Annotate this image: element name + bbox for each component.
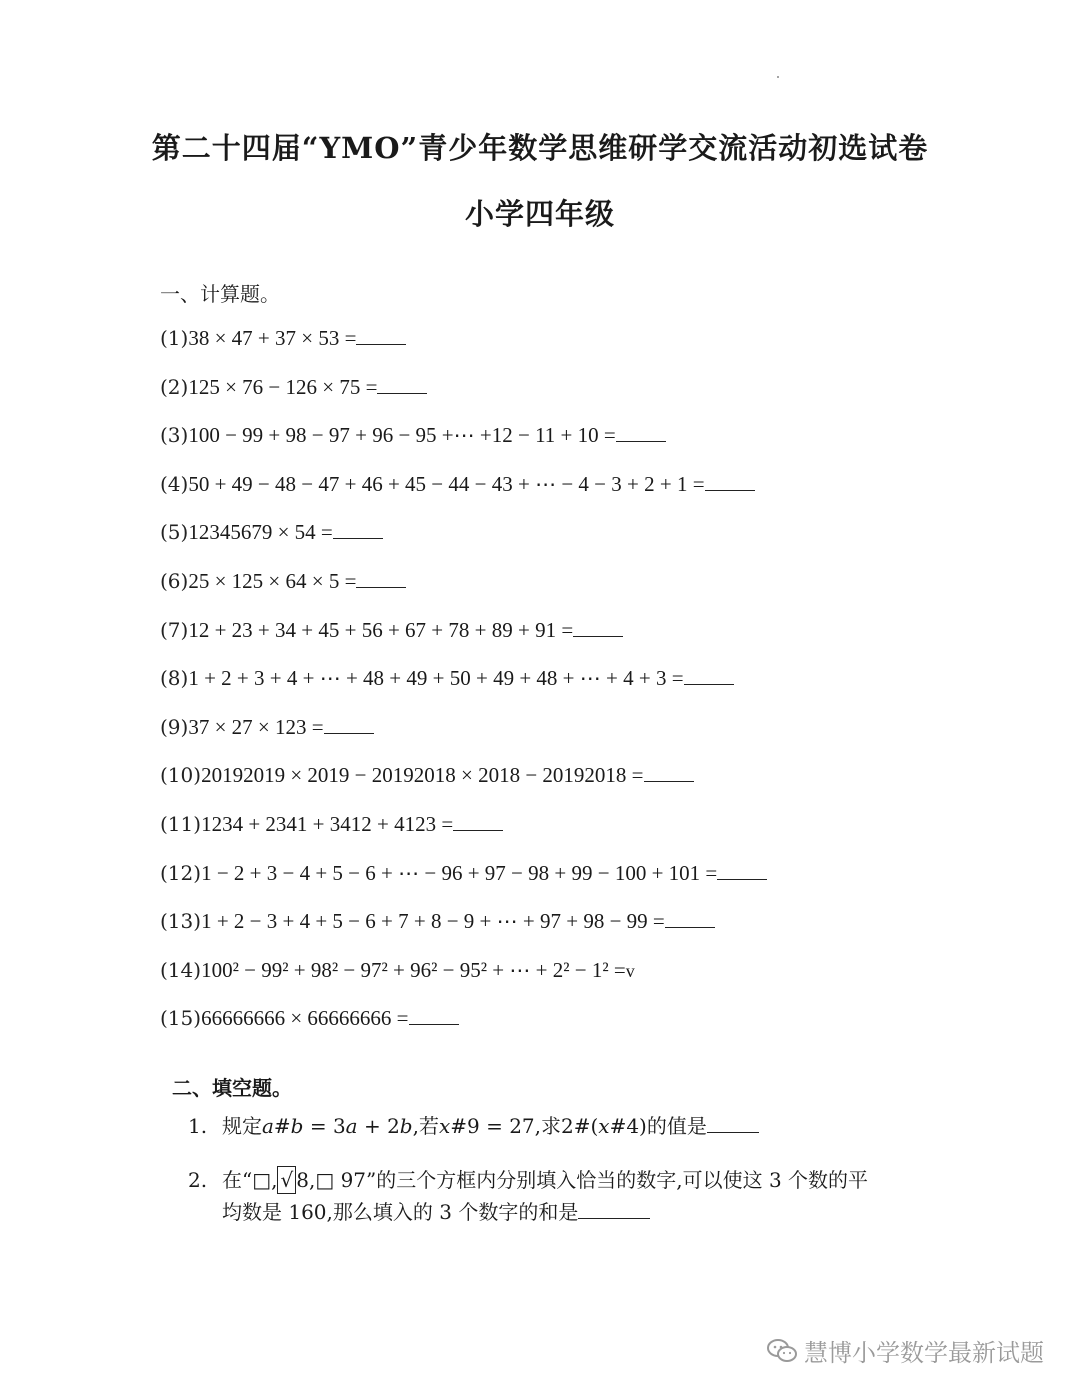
- problem-expression: 66666666 × 66666666 =: [201, 1006, 409, 1031]
- problem-row: [160, 909, 715, 934]
- problem-row: [160, 861, 767, 886]
- fill-question-text-a: 在“□,: [222, 1168, 278, 1192]
- fill-question-text-c: 均数是 160,那么填入的 3 个数字的和是: [222, 1200, 579, 1224]
- answer-blank[interactable]: [705, 472, 755, 491]
- answer-blank[interactable]: [324, 715, 374, 734]
- problem-row: [160, 958, 635, 983]
- problem-number: (6): [160, 569, 189, 593]
- fill-question-text: 规定𝑎#𝑏 = 3𝑎 + 2𝑏,若𝑥#9 = 27,求2#(𝑥#4)的值是: [222, 1114, 707, 1138]
- answer-blank[interactable]: [377, 375, 427, 394]
- problem-number: (3): [160, 423, 189, 448]
- answer-blank[interactable]: [684, 666, 734, 685]
- problem-number: (10): [160, 763, 202, 788]
- problem-expression: 12345679 × 54 =: [188, 520, 333, 545]
- problem-number: (8): [160, 666, 189, 691]
- problem-row: [160, 569, 406, 594]
- fill-question-text-b: 8,□ 97”的三个方框内分别填入恰当的数字,可以使这 3 个数的平: [296, 1168, 869, 1192]
- answer-blank[interactable]: [665, 909, 715, 928]
- problem-row: [160, 812, 503, 837]
- problem-row: [160, 666, 734, 691]
- fill-question-2: [188, 1164, 928, 1228]
- problem-expression: 100² − 99² + 98² − 97² + 96² − 95² + ⋯ + 2² − 1² =: [201, 957, 626, 982]
- watermark: [766, 1333, 1044, 1368]
- problem-tail: v: [625, 960, 635, 981]
- problem-expression: 38 × 47 + 37 × 53 =: [188, 326, 357, 350]
- problem-row: [160, 715, 374, 740]
- problem-expression: 50 + 49 − 48 − 47 + 46 + 45 − 44 − 43 + ⋯ − 4 − 3 + 2 + 1 =: [188, 471, 705, 496]
- answer-blank[interactable]: [578, 1200, 650, 1219]
- answer-blank[interactable]: [356, 326, 406, 345]
- speck: [777, 76, 779, 78]
- problem-row: [160, 618, 623, 643]
- watermark-text: 慧博小学数学最新试题: [804, 1339, 1044, 1367]
- problem-expression: 125 × 76 − 126 × 75 =: [188, 374, 378, 399]
- problem-row: [160, 1006, 459, 1031]
- problem-expression: 1 + 2 + 3 + 4 + ⋯ + 48 + 49 + 50 + 49 + 48 + ⋯ + 4 + 3 =: [188, 666, 684, 691]
- problem-number: (13): [160, 909, 202, 934]
- problem-number: (9): [160, 714, 189, 739]
- problem-number: (15): [160, 1006, 202, 1031]
- exam-subtitle: 小学四年级: [464, 197, 615, 231]
- problem-expression: 25 × 125 × 64 × 5 =: [188, 569, 357, 593]
- problem-row: [160, 763, 694, 788]
- problem-expression: 20192019 × 2019 − 20192018 × 2018 − 20192018 =: [201, 763, 644, 788]
- checked-box: √: [277, 1166, 296, 1194]
- problem-number: (4): [160, 471, 189, 496]
- answer-blank[interactable]: [356, 569, 406, 588]
- problem-row: [160, 326, 406, 351]
- problem-expression: 1 − 2 + 3 − 4 + 5 − 6 + ⋯ − 96 + 97 − 98 + 99 − 100 + 101 =: [201, 860, 718, 885]
- problem-number: (7): [160, 617, 189, 642]
- problem-row: [160, 520, 383, 545]
- problem-number: (5): [160, 520, 189, 545]
- section-2-heading: 二、填空题。: [172, 1076, 292, 1100]
- problem-expression: 1 + 2 − 3 + 4 + 5 − 6 + 7 + 8 − 9 + ⋯ + 97 + 98 − 99 =: [201, 909, 665, 934]
- fill-question-1: [188, 1110, 928, 1142]
- problem-expression: 100 − 99 + 98 − 97 + 96 − 95 +⋯ +12 − 11 + 10 =: [188, 423, 616, 448]
- answer-blank[interactable]: [409, 1006, 459, 1025]
- answer-blank[interactable]: [573, 618, 623, 637]
- wechat-icon: [766, 1338, 798, 1364]
- problem-expression: 37 × 27 × 123 =: [188, 714, 324, 739]
- answer-blank[interactable]: [333, 520, 383, 539]
- problem-number: (11): [160, 812, 202, 836]
- answer-blank[interactable]: [707, 1114, 759, 1133]
- problem-number: (14): [160, 957, 202, 982]
- exam-title: 第二十四届“YMO”青少年数学思维研学交流活动初选试卷: [151, 131, 929, 165]
- problem-expression: 1234 + 2341 + 3412 + 4123 =: [201, 812, 454, 836]
- problem-number: (12): [160, 860, 202, 885]
- section-1-heading: 一、计算题。: [160, 282, 280, 306]
- problem-number: (1): [160, 326, 189, 350]
- answer-blank[interactable]: [717, 861, 767, 880]
- answer-blank[interactable]: [453, 812, 503, 831]
- fill-question-index: 1.: [188, 1114, 208, 1138]
- problem-expression: 12 + 23 + 34 + 45 + 56 + 67 + 78 + 89 + 91 =: [188, 617, 574, 642]
- problem-row: [160, 423, 666, 448]
- answer-blank[interactable]: [616, 423, 666, 442]
- answer-blank[interactable]: [644, 763, 694, 782]
- problem-number: (2): [160, 374, 189, 399]
- problem-row: [160, 375, 427, 400]
- fill-question-index: 2.: [188, 1168, 208, 1192]
- problem-row: [160, 472, 755, 497]
